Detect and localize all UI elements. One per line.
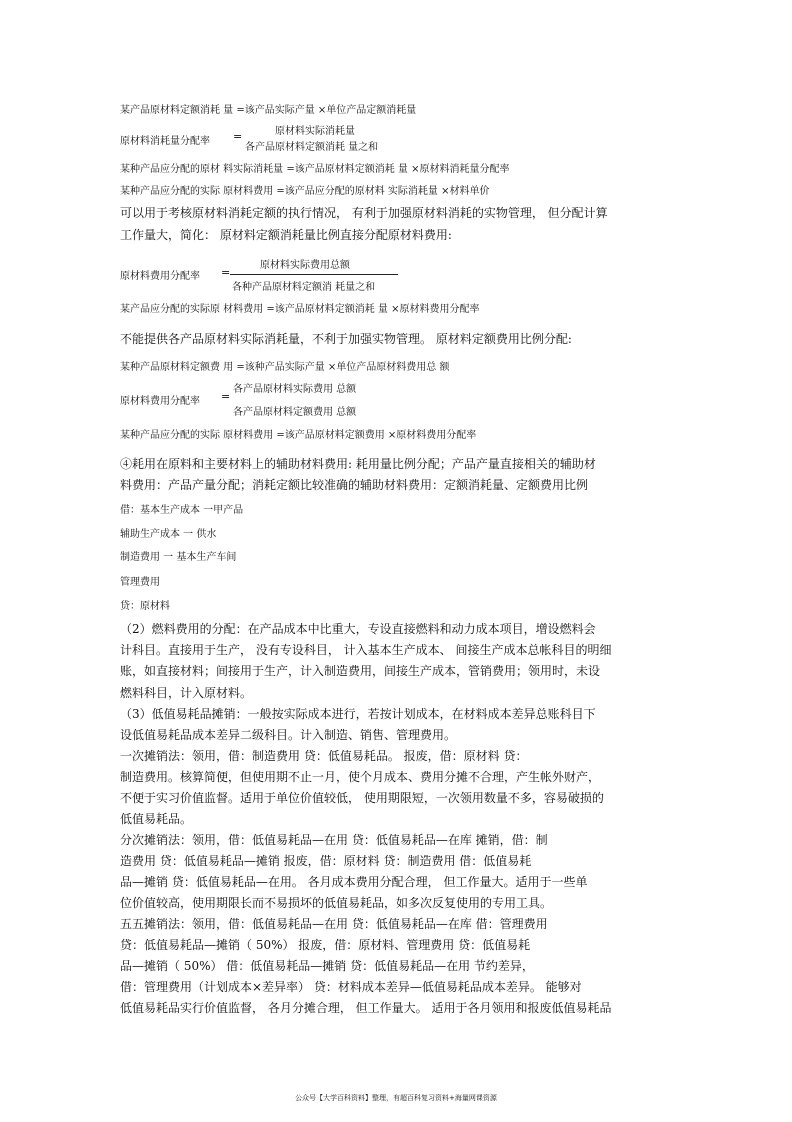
journal-entry-line: 贷：原材料 bbox=[120, 601, 170, 612]
paragraph-line: 工作量大，简化： 原材料定额消耗量比例直接分配原材料费用: bbox=[120, 228, 452, 242]
paragraph-line: 一次摊销法：领用，借：制造费用 贷：低值易耗品。 报废，借：原材料 贷： bbox=[120, 749, 528, 763]
fraction-numerator: 各产品原材料实际费用 总额 bbox=[233, 384, 357, 395]
paragraph-line: 燃料科目，计入原材料。 bbox=[120, 686, 253, 700]
fraction-label: 原材料消耗量分配率 bbox=[120, 136, 210, 147]
equals-sign: = bbox=[233, 130, 243, 143]
paragraph-line: 分次摊销法：领用，借：低值易耗品—在用 贷：低值易耗品—在库 摊销，借：制 bbox=[120, 833, 548, 847]
formula-line-3: 某种产品应分配的实际 原材料费用 =该产品应分配的原材料 实际消耗量 ×材料单价 bbox=[120, 186, 490, 197]
equals-sign: = bbox=[221, 390, 231, 403]
fraction-denominator: 各产品原材料定额费用 总额 bbox=[233, 407, 357, 418]
fraction-bar bbox=[230, 274, 398, 275]
paragraph-line: 五五摊销法：领用，借：低值易耗品—在用 贷：低值易耗品—在库 借：管理费用 bbox=[120, 917, 548, 931]
formula-line-4: 某产品应分配的实际原 材料费用 =该产品原材料定额消耗 量 ×原材料费用分配率 bbox=[120, 304, 480, 315]
equals-sign: = bbox=[221, 266, 231, 279]
journal-entry-line: 借：基本生产成本 一甲产品 bbox=[120, 505, 244, 516]
paragraph-line: （2）燃料费用的分配：在产品成本中比重大，专设直接燃料和动力成本项目，增设燃料会 bbox=[120, 622, 596, 636]
fraction-label: 原材料费用分配率 bbox=[120, 396, 200, 407]
fraction-denominator: 各产品原材料定额消耗 量之和 bbox=[245, 142, 379, 153]
formula-line-1: 某产品原材料定额消耗 量 =该产品实际产量 ×单位产品定额消耗量 bbox=[120, 105, 417, 116]
paragraph-line: （3）低值易耗品摊销：一般按实际成本进行，若按计划成本，在材料成本差异总账科目下 bbox=[120, 707, 596, 721]
journal-entry-line: 制造费用 一 基本生产车间 bbox=[120, 552, 237, 563]
fraction-denominator: 各种产品原材料定额消 耗量之和 bbox=[232, 282, 376, 293]
formula-line-6: 某种产品应分配的实际 原材料费用 =该产品原材料定额费用 ×原材料费用分配率 bbox=[120, 430, 477, 441]
fraction-numerator: 原材料实际费用总额 bbox=[260, 260, 350, 271]
paragraph-line: 计科目。直接用于生产， 没有专设科目， 计入基本生产成本、 间接生产成本总帐科目的明细 bbox=[120, 643, 612, 657]
paragraph-line: 不能提供各产品原材料实际消耗量，不利于加强实物管理。 原材料定额费用比例分配: bbox=[120, 332, 572, 346]
fraction-cost-rate-1 bbox=[120, 256, 420, 292]
paragraph-line: 造费用 贷：低值易耗品—摊销 报废，借：原材料 贷：制造费用 借：低值易耗 bbox=[120, 854, 532, 868]
paragraph-line: ④耗用在原料和主要材料上的辅助材料费用: 耗用量比例分配；产品产量直接相关的辅助材 bbox=[120, 457, 596, 471]
journal-entry-line: 辅助生产成本 一 供水 bbox=[120, 529, 217, 540]
formula-line-2: 某种产品应分配的原材 料实际消耗量 =该产品原材料定额消耗 量 ×原材料消耗量分配率 bbox=[120, 164, 510, 175]
paragraph-line: 低值易耗品。 bbox=[120, 812, 193, 826]
journal-entry-line: 管理费用 bbox=[120, 577, 160, 588]
paragraph-line: 品—摊销（ 50%） 借：低值易耗品—摊销 贷：低值易耗品—在用 节约差异， bbox=[120, 959, 534, 973]
paragraph-line: 贷：低值易耗品—摊销（ 50%） 报废，借：原材料、管理费用 贷：低值易耗 bbox=[120, 938, 531, 952]
paragraph-line: 制造费用。核算简便，但使用期不止一月，使个月成本、费用分摊不合理，产生帐外财产， bbox=[120, 770, 601, 784]
page-footer: 公众号【大学百科资料】整理，有超百科复习资料+海量网课资源 bbox=[295, 1094, 497, 1102]
paragraph-line: 账，如直接材料；间接用于生产，计入制造费用，间接生产成本，管销费用；领用时，未设 bbox=[120, 664, 601, 678]
paragraph-line: 品—摊销 贷：低值易耗品—在用。 各月成本费用分配合理， 但工作量大。适用于一些单 bbox=[120, 875, 588, 889]
fraction-cost-rate-2 bbox=[120, 380, 420, 418]
paragraph-line: 设低值易耗品成本差异二级科目。计入制造、销售、管理费用。 bbox=[120, 728, 457, 742]
fraction-numerator: 原材料实际消耗量 bbox=[275, 126, 355, 137]
paragraph-line: 不便于实习价值监督。适用于单位价值较低， 使用期限短，一次领用数量不多，容易破损的 bbox=[120, 791, 604, 805]
paragraph-line: 可以用于考核原材料消耗定额的执行情况， 有利于加强原材料消耗的实物管理， 但分配计算 bbox=[120, 206, 608, 220]
fraction-consumption-rate bbox=[120, 122, 420, 156]
paragraph-line: 低值易耗品实行价值监督， 各月分摊合理， 但工作量大。 适用于各月领用和报废低值易耗品 bbox=[120, 1001, 612, 1015]
paragraph-line: 借：管理费用（计划成本×差异率） 贷：材料成本差异—低值易耗品成本差异。 能够对 bbox=[120, 980, 582, 994]
formula-line-5: 某种产品原材料定额费 用 =该种产品实际产量 ×单位产品原材料费用总 额 bbox=[120, 362, 450, 373]
paragraph-line: 料费用：产品产量分配；消耗定额比较准确的辅助材料费用：定额消耗量、定额费用比例 bbox=[120, 478, 589, 492]
paragraph-line: 位价值较高，使用期限长而不易损坏的低值易耗品，如多次反复使用的专用工具。 bbox=[120, 896, 553, 910]
fraction-label: 原材料费用分配率 bbox=[120, 271, 200, 282]
